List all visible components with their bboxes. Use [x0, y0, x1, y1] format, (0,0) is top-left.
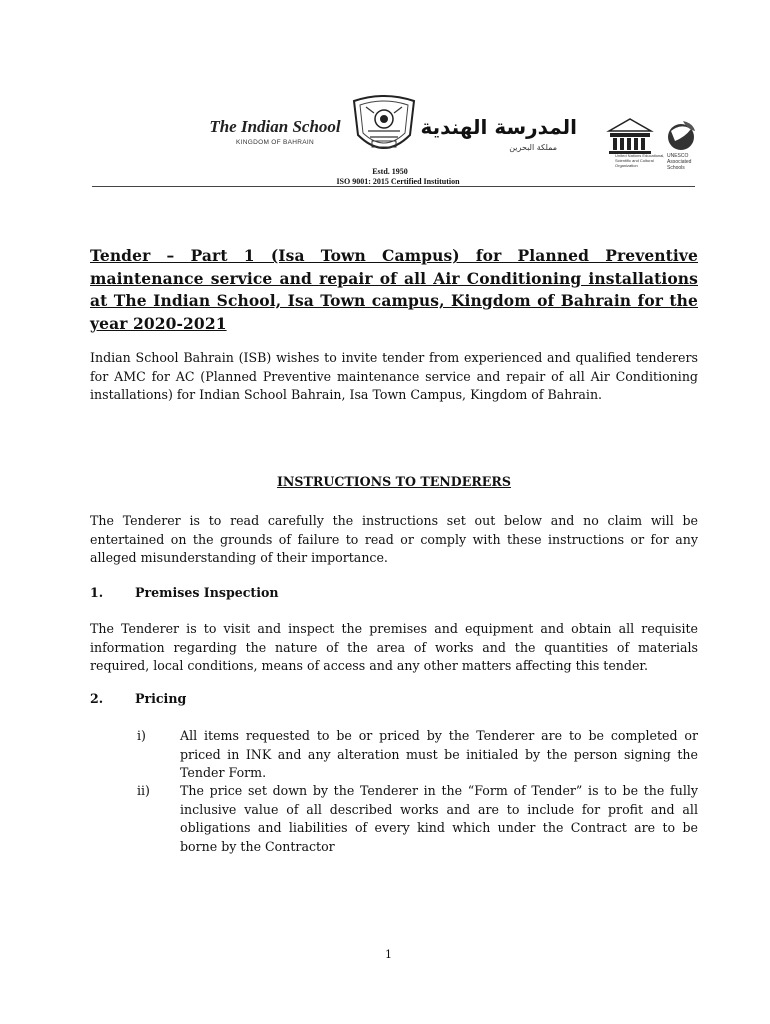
list-item-text: The price set down by the Tenderer in the “Form of Tender” is to be the fully inclusive value of all described works and are to include for profit and all obligations and liabilities of every kind which under the Contract are to be borne by the Contractor — [180, 783, 698, 854]
section-number: 2. — [90, 691, 104, 706]
school-name-block — [205, 117, 345, 146]
list-item-text: All items requested to be or priced by the Tenderer are to be completed or priced in INK and any alteration must be initialed by the person signing the Tender Form. — [180, 728, 698, 780]
section-title: Premises Inspection — [135, 585, 279, 600]
intro-paragraph: Indian School Bahrain (ISB) wishes to invite tender from experienced and qualified tenderers for AMC for AC (Planned Preventive maintenance service and repair of all Air Conditioning installations) for Indian School Bahrain, Isa Town Campus, Kingdom of Bahrain. — [90, 350, 698, 402]
school-name: The Indian School — [209, 117, 341, 136]
tender-title: Tender – Part 1 (Isa Town Campus) for Planned Preventive maintenance service and repair of all Air Conditioning installations at The Indian School, Isa Town campus, Kingdom of Bahrain for the year 2020-2021 — [90, 246, 698, 333]
iso-certification: ISO 9001: 2015 Certified Institution — [336, 177, 460, 186]
letterhead-divider — [92, 186, 695, 187]
unesco-logo-icon — [605, 117, 655, 177]
section-title: Pricing — [135, 691, 187, 706]
instructions-heading: INSTRUCTIONS TO TENDERERS — [277, 474, 511, 489]
arabic-school-name: المدرسة الهندية — [420, 115, 577, 139]
letterhead — [205, 95, 695, 190]
arabic-location: مملكة البحرين — [509, 143, 557, 152]
page-number: 1 — [385, 948, 392, 961]
list-item-label: ii) — [137, 783, 150, 798]
arabic-name-block — [420, 115, 577, 152]
premises-paragraph: The Tenderer is to visit and inspect the premises and equipment and obtain all requisite information regarding the nature of the area of works and the quantities of materials required, local conditions, means of access and any other matters affecting this tender. — [90, 621, 698, 673]
unesco-caption: United Nations Educational, Scientific and Cultural Organization — [615, 153, 665, 168]
list-item-label: i) — [137, 728, 146, 743]
school-crest-icon — [348, 95, 420, 159]
associated-schools-logo-icon — [663, 119, 699, 153]
school-location: KINGDOM OF BAHRAIN — [236, 139, 314, 146]
established-year: Estd. 1950 — [372, 167, 408, 176]
schools-caption: UNESCO Associated Schools — [667, 153, 692, 171]
instructions-intro: The Tenderer is to read carefully the instructions set out below and no claim will be entertained on the grounds of failure to read or comply with these instructions or for any alleged misunderstanding of their importance. — [90, 513, 698, 565]
section-number: 1. — [90, 585, 104, 600]
